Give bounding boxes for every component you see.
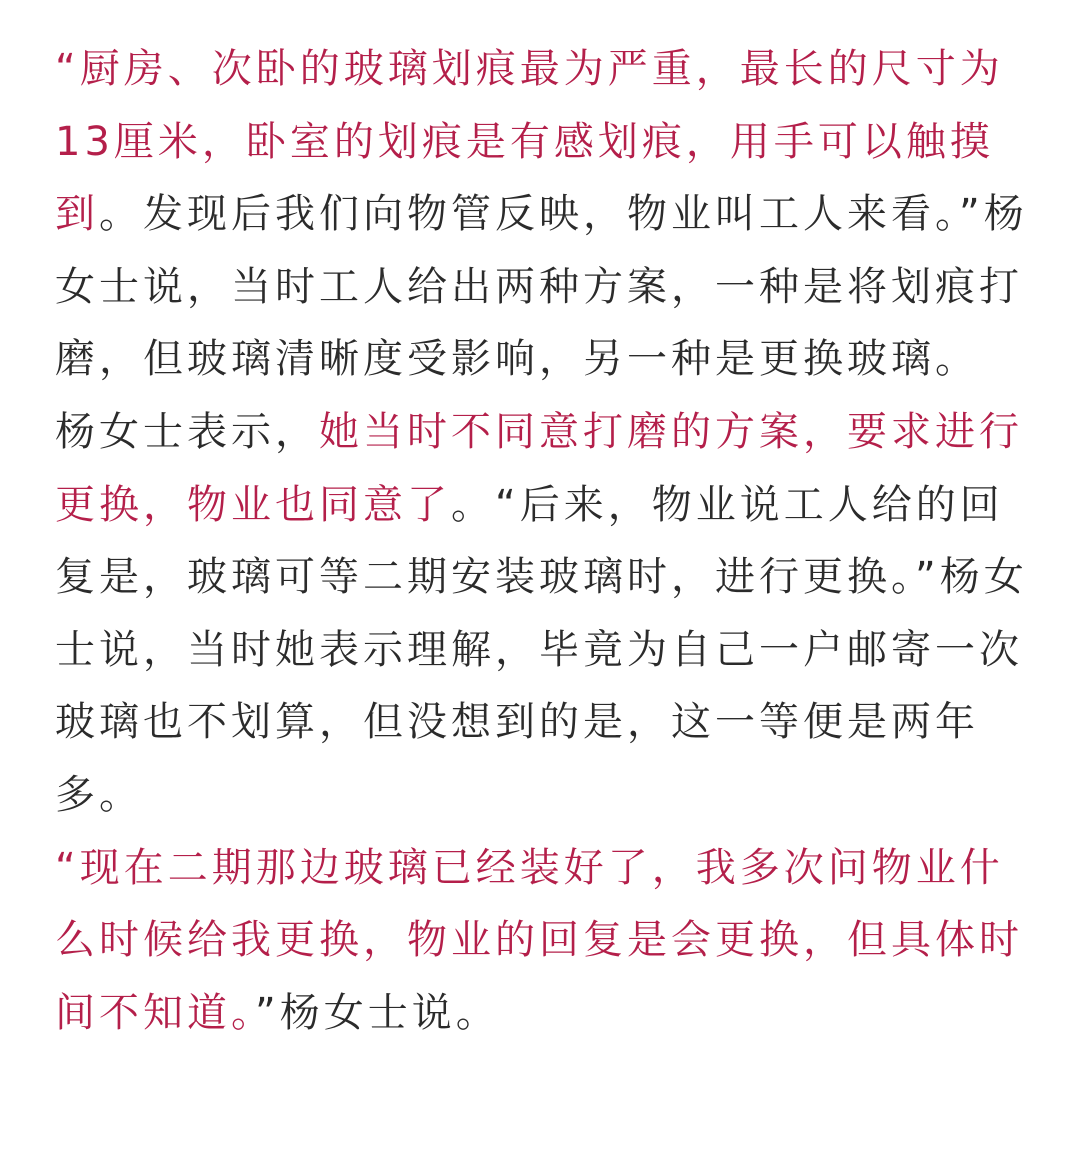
highlighted-quote: “现在二期那边玻璃已经装好了，我多次问物业什么时候给我更换，物业的回复是会更换，但具体时间不知道。 xyxy=(55,844,1023,1036)
body-text: 。发现后我们向物管反映，物业叫工人来看。”杨女士说，当时工人给出两种方案，一种是将划痕打磨，但玻璃清晰度受影响，另一种是更换玻璃。 xyxy=(55,191,1028,383)
paragraph-3 xyxy=(55,832,1030,1050)
body-text: 杨女士表示， xyxy=(55,408,319,455)
body-text: ”杨女士说。 xyxy=(255,989,500,1036)
highlighted-quote: “厨房、次卧的玻璃划痕最为严重，最长的尺寸为13厘米，卧室的划痕是有感划痕，用手可以触摸到 xyxy=(55,46,1004,238)
paragraph-2 xyxy=(55,396,1030,832)
paragraph-1 xyxy=(55,33,1030,396)
article-body xyxy=(55,33,1030,1049)
highlighted-quote: 她当时不同意打磨的方案，要求进行更换，物业也同意了 xyxy=(55,408,1023,528)
body-text: 。“后来，物业说工人给的回复是，玻璃可等二期安装玻璃时，进行更换。”杨女士说，当时她表示理解，毕竟为自己一户邮寄一次玻璃也不划算，但没想到的是，这一等便是两年多。 xyxy=(55,481,1028,818)
